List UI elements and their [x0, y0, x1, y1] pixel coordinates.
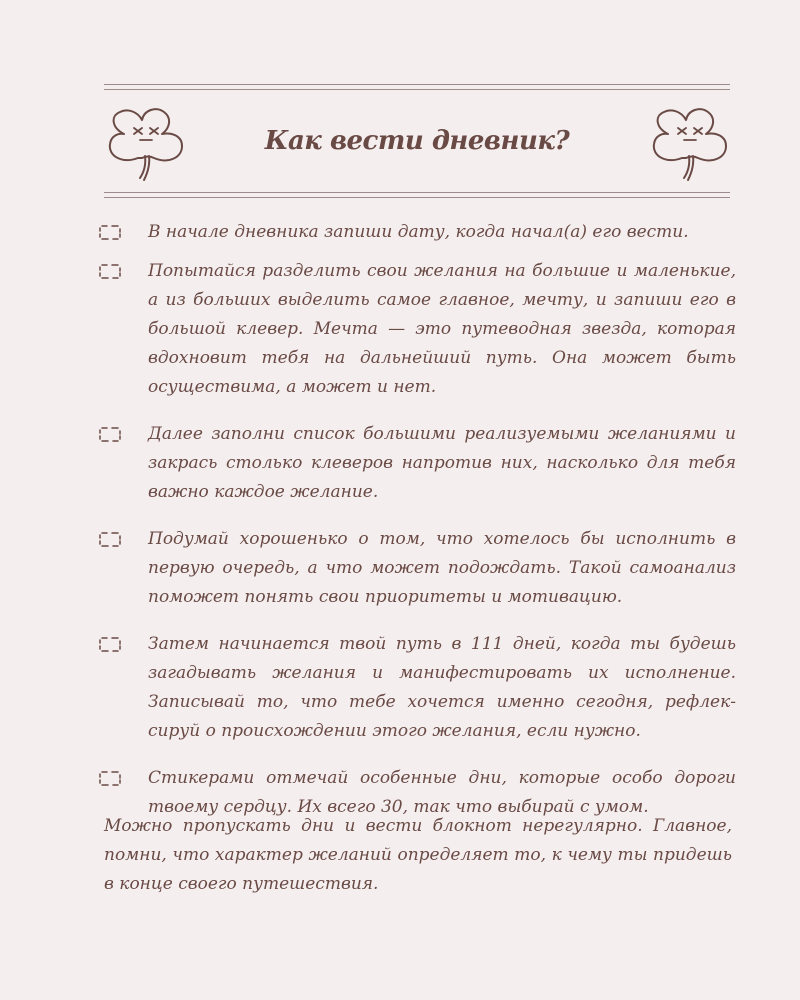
instruction-list	[96, 218, 736, 840]
footer-paragraph: Можно пропускать дни и вести блокнот нерегулярно. Главное, помни, что характер желаний определяет то, к чему ты придешь в конце своего путешествия.	[104, 816, 732, 894]
checkbox-icon	[98, 636, 122, 653]
checkbox-icon	[98, 224, 122, 241]
checkbox-icon	[98, 531, 122, 548]
list-item	[96, 420, 736, 507]
list-item	[96, 630, 736, 746]
checkbox-icon	[98, 263, 122, 280]
list-item-text: Подумай хорошенько о том, что хотелось бы исполнить в первую очередь, а что может подождать. Такой самоанализ поможет понять свои приоритеты и мотивацию.	[148, 529, 736, 607]
checkbox-icon	[98, 426, 122, 443]
list-item	[96, 525, 736, 612]
list-item	[96, 218, 736, 247]
top-double-rule	[104, 84, 730, 90]
list-item-text: Далее заполни список большими реализуемыми желаниями и закрась столько клеверов напротив них, насколько для тебя важно каждое желание.	[148, 424, 736, 502]
list-item-text: Стикерами отмечай особенные дни, которые особо дороги твоему сердцу. Их всего 30, так что выбирай с умом.	[148, 768, 736, 817]
bottom-double-rule	[104, 192, 730, 198]
clover-icon	[648, 106, 732, 182]
checkbox-icon	[98, 770, 122, 787]
page-title: Как вести дневник?	[264, 126, 570, 156]
list-item-text: Затем начинается твой путь в 111 дней, когда ты будешь загадывать желания и манифестировать их исполнение. Записывай то, что тебе хочется именно сегодня, рефлексируй о происхождении этого желания, если нужно.	[148, 634, 736, 741]
list-item-text: Попытайся разделить свои желания на большие и маленькие, а из больших выделить самое главное, мечту, и запиши его в большой клевер. Мечта — это путеводная звезда, которая вдохновит тебя на дальнейший путь. Она может быть осуществима, а может и нет.	[148, 261, 736, 397]
list-item-text: В начале дневника запиши дату, когда начал(а) его вести.	[148, 222, 689, 242]
list-item	[96, 257, 736, 402]
